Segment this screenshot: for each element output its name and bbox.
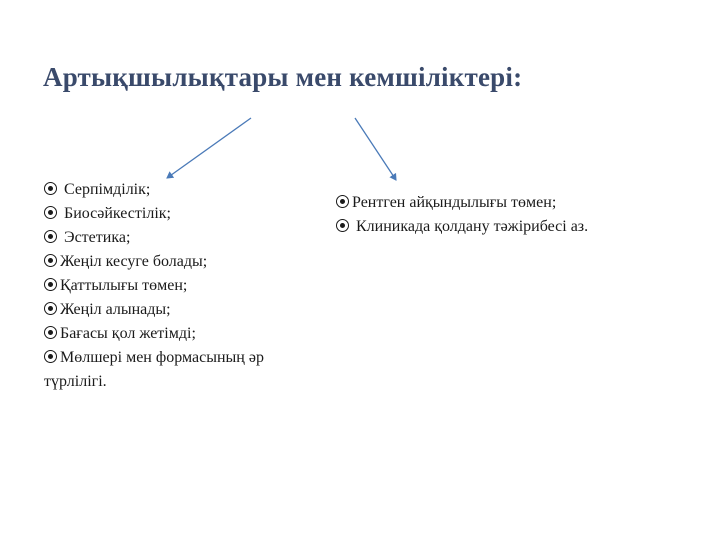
advantage-item (44, 274, 322, 298)
advantage-item (44, 322, 322, 346)
advantage-text: Қаттылығы төмен; (60, 277, 188, 294)
advantage-text: Биосәйкестілік; (64, 205, 171, 222)
advantage-item (44, 346, 322, 394)
circle-bullet-icon (44, 230, 57, 243)
advantage-item (44, 226, 322, 250)
disadvantage-text: Клиникада қолдану тәжірибесі аз. (356, 218, 589, 235)
disadvantage-item (336, 215, 706, 239)
circle-bullet-icon (336, 219, 349, 232)
right-arrow (355, 118, 396, 180)
circle-bullet-icon (44, 182, 57, 195)
slide-title: Артықшылықтары мен кемшіліктері: (43, 62, 523, 92)
advantage-item (44, 202, 322, 226)
circle-bullet-icon (44, 254, 57, 267)
advantage-item (44, 178, 322, 202)
left-arrow (167, 118, 251, 178)
circle-bullet-icon (44, 206, 57, 219)
advantage-text: Бағасы қол жетімді; (60, 325, 196, 342)
advantage-text: Мөлшері мен формасының әр түрлілігі. (44, 349, 264, 390)
advantage-text: Серпімділік; (64, 181, 151, 198)
advantages-list (44, 178, 322, 394)
advantage-text: Жеңіл кесуге болады; (60, 253, 208, 270)
advantage-item (44, 298, 322, 322)
circle-bullet-icon (44, 302, 57, 315)
advantage-item (44, 250, 322, 274)
disadvantage-item (336, 191, 706, 215)
circle-bullet-icon (44, 278, 57, 291)
disadvantage-text: Рентген айқындылығы төмен; (352, 194, 557, 211)
circle-bullet-icon (44, 350, 57, 363)
advantage-text: Эстетика; (64, 229, 131, 246)
circle-bullet-icon (44, 326, 57, 339)
advantage-text: Жеңіл алынады; (60, 301, 171, 318)
disadvantages-list (336, 191, 706, 239)
circle-bullet-icon (336, 195, 349, 208)
